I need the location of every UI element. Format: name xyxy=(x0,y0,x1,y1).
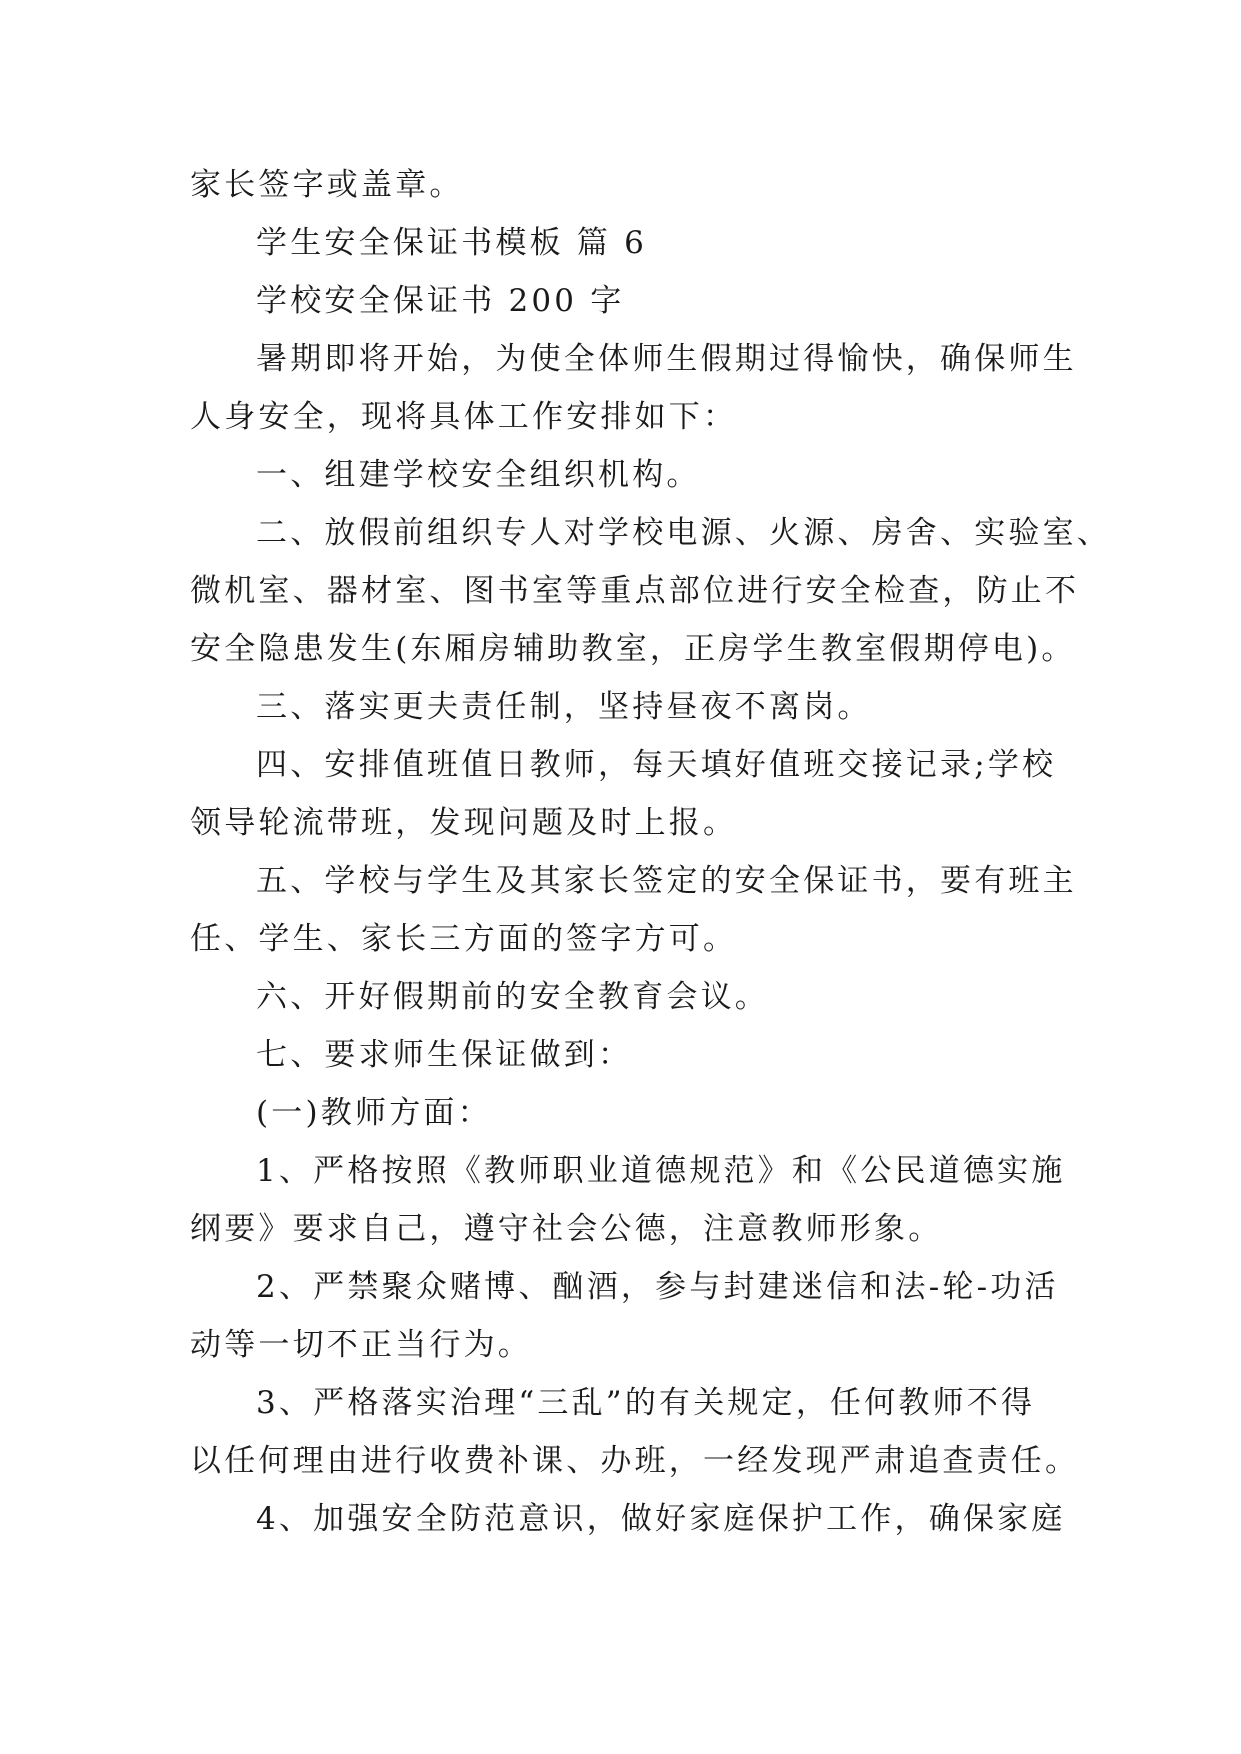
text-line: 三、落实更夫责任制，坚持昼夜不离岗。 xyxy=(256,689,872,725)
text-line: 人身安全，现将具体工作安排如下： xyxy=(190,399,738,435)
text-line: 一、组建学校安全组织机构。 xyxy=(256,457,701,493)
text-line: 暑期即将开始，为使全体师生假期过得愉快，确保师生 xyxy=(256,341,1077,377)
text-line: 六、开好假期前的安全教育会议。 xyxy=(256,979,769,1015)
text-line: 领导轮流带班，发现问题及时上报。 xyxy=(190,805,738,841)
text-line: 学校安全保证书 200 字 xyxy=(256,283,625,319)
text-line: 3、严格落实治理“三乱”的有关规定，任何教师不得 xyxy=(256,1385,1036,1421)
text-line: 2、严禁聚众赌博、酗酒，参与封建迷信和法-轮-功活 xyxy=(256,1269,1059,1305)
text-line: 动等一切不正当行为。 xyxy=(190,1327,532,1363)
text-line: 1、严格按照《教师职业道德规范》和《公民道德实施 xyxy=(256,1153,1066,1189)
document-body xyxy=(190,156,1111,1548)
text-line: 以任何理由进行收费补课、办班，一经发现严肃追查责任。 xyxy=(190,1443,1080,1479)
text-line: 七、要求师生保证做到： xyxy=(256,1037,633,1073)
text-line: 微机室、器材室、图书室等重点部位进行安全检查，防止不 xyxy=(190,573,1080,609)
text-line: 安全隐患发生(东厢房辅助教室，正房学生教室假期停电)。 xyxy=(190,631,1076,667)
text-line: 纲要》要求自己，遵守社会公德，注意教师形象。 xyxy=(190,1211,943,1247)
text-line: 家长签字或盖章。 xyxy=(190,167,464,203)
text-line: 四、安排值班值日教师，每天填好值班交接记录;学校 xyxy=(256,747,1057,783)
text-line: 学生安全保证书模板 篇 6 xyxy=(256,225,648,261)
text-line: 五、学校与学生及其家长签定的安全保证书，要有班主 xyxy=(256,863,1077,899)
text-line: 二、放假前组织专人对学校电源、火源、房舍、实验室、 xyxy=(256,515,1111,551)
text-line: 4、加强安全防范意识，做好家庭保护工作，确保家庭 xyxy=(256,1501,1066,1537)
text-line: 任、学生、家长三方面的签字方可。 xyxy=(190,921,738,957)
text-line: (一)教师方面： xyxy=(256,1095,492,1131)
